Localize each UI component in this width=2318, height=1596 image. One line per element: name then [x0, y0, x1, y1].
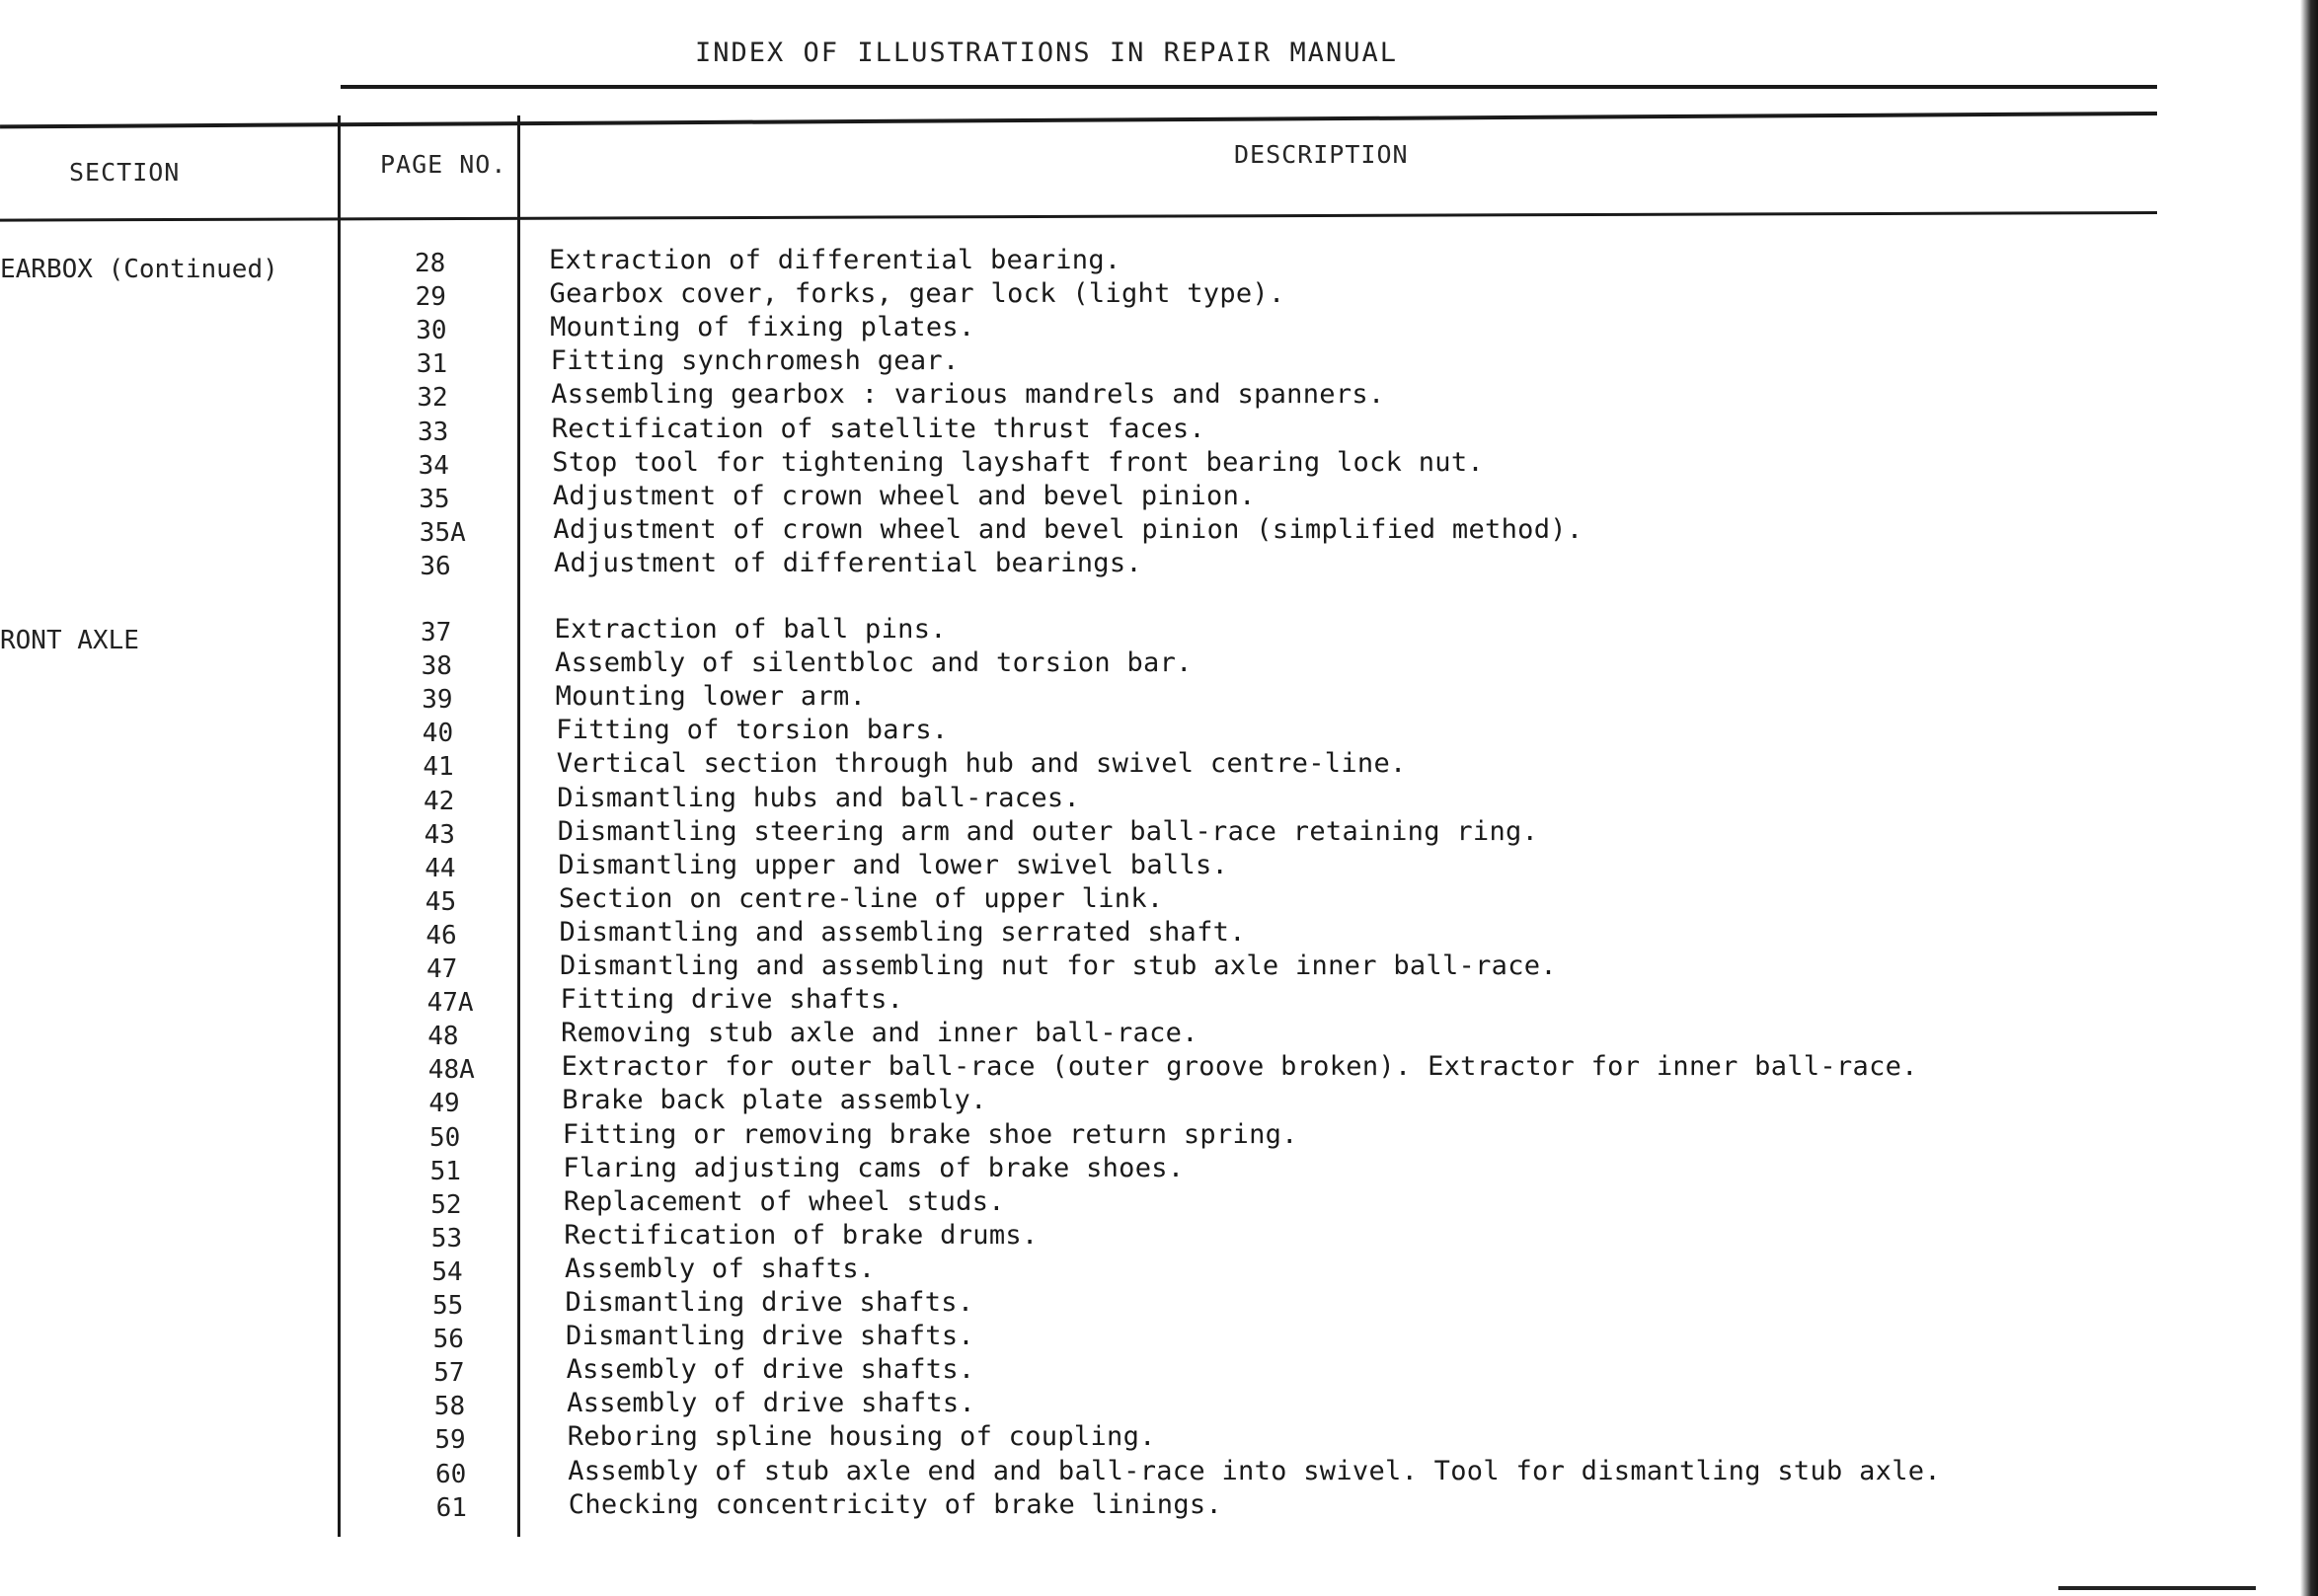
row-page-number: 52: [430, 1189, 462, 1220]
row-description: Brake back plate assembly.: [562, 1085, 987, 1116]
row-description: Dismantling and assembling nut for stub axle inner ball-race.: [560, 950, 1557, 981]
row-description: Rectification of satellite thrust faces.: [551, 413, 1205, 444]
row-page-number: 42: [424, 786, 455, 816]
top-rule-lower: [0, 112, 2157, 128]
row-page-number: 35A: [419, 517, 466, 548]
row-page-number: 38: [421, 651, 452, 682]
row-description: Assembly of drive shafts.: [566, 1354, 975, 1386]
row-description: Replacement of wheel studs.: [563, 1185, 1005, 1217]
row-page-number: 51: [429, 1156, 461, 1186]
row-description: Dismantling hubs and ball-races.: [557, 782, 1081, 813]
row-description: Mounting lower arm.: [555, 681, 867, 713]
row-page-number: 47A: [426, 988, 474, 1019]
row-page-number: 61: [435, 1492, 467, 1523]
row-description: Vertical section through hub and swivel centre-line.: [556, 748, 1407, 780]
row-page-number: 36: [420, 551, 451, 581]
row-description: Rectification of brake drums.: [564, 1219, 1039, 1251]
row-description: Fitting of torsion bars.: [556, 715, 949, 746]
row-page-number: 48A: [427, 1055, 475, 1086]
row-page-number: 37: [421, 618, 452, 647]
row-page-number: 47: [426, 954, 458, 984]
row-description: Checking concentricity of brake linings.: [568, 1488, 1223, 1520]
row-description: Adjustment of crown wheel and bevel pinion.: [552, 480, 1256, 511]
row-page-number: 55: [432, 1291, 464, 1321]
row-description: Reboring spline housing of coupling.: [567, 1421, 1156, 1453]
row-page-number: 54: [431, 1256, 463, 1287]
row-description: Assembly of silentbloc and torsion bar.: [555, 647, 1193, 679]
row-description: Adjustment of differential bearings.: [553, 547, 1142, 578]
row-page-number: 48: [427, 1022, 459, 1052]
row-page-number: 43: [424, 819, 455, 850]
row-page-number: 29: [415, 282, 446, 313]
row-page-number: 39: [422, 685, 453, 716]
section-label-gearbox: EARBOX (Continued): [0, 255, 278, 284]
row-description: Removing stub axle and inner ball-race.: [561, 1018, 1198, 1049]
row-page-number: 57: [433, 1358, 465, 1389]
row-page-number: 50: [429, 1122, 461, 1153]
header-rule: [0, 211, 2157, 222]
row-page-number: 30: [416, 316, 447, 346]
row-page-number: 28: [415, 249, 446, 278]
row-description: Assembly of drive shafts.: [567, 1388, 976, 1419]
header-description: DESCRIPTION: [1234, 140, 1409, 169]
row-description: Fitting synchromesh gear.: [550, 345, 960, 377]
row-description: Extraction of differential bearing.: [549, 245, 1121, 275]
row-description: Section on centre-line of upper link.: [558, 882, 1164, 914]
top-rule-upper: [341, 85, 2157, 89]
row-description: Fitting or removing brake shoe return spring.: [562, 1118, 1298, 1150]
row-description: Extractor for outer ball-race (outer groove broken). Extractor for inner ball-race.: [561, 1051, 1918, 1083]
row-description: Extraction of ball pins.: [554, 614, 947, 645]
row-page-number: 56: [432, 1325, 464, 1355]
row-page-number: 46: [425, 920, 457, 950]
row-page-number: 35: [419, 484, 450, 514]
row-page-number: 33: [418, 417, 449, 447]
row-page-number: 34: [418, 450, 449, 481]
row-page-number: 59: [434, 1425, 466, 1456]
section-label-front-axle: RONT AXLE: [0, 626, 139, 655]
row-description: Dismantling steering arm and outer ball-race retaining ring.: [557, 815, 1539, 847]
row-description: Gearbox cover, forks, gear lock (light type).: [549, 278, 1285, 310]
row-description: Mounting of fixing plates.: [550, 312, 975, 343]
row-description: Fitting drive shafts.: [560, 984, 904, 1016]
row-page-number: 53: [430, 1223, 463, 1254]
row-page-number: 41: [423, 752, 454, 783]
page-edge-shadow: [2300, 0, 2318, 1596]
row-description: Dismantling and assembling serrated shaft.: [559, 916, 1246, 948]
row-page-number: 44: [425, 853, 456, 883]
row-page-number: 40: [422, 719, 454, 749]
row-description: Adjustment of crown wheel and bevel pinion (simplified method).: [553, 513, 1584, 545]
row-description: Flaring adjusting cams of brake shoes.: [563, 1152, 1185, 1183]
row-page-number: 32: [417, 383, 448, 414]
row-description: Assembly of stub axle end and ball-race into swivel. Tool for dismantling stub axle.: [568, 1455, 1941, 1486]
bottom-scan-mark: [2058, 1586, 2256, 1590]
column-divider-section: [338, 115, 341, 1537]
row-description: Assembly of shafts.: [564, 1253, 876, 1284]
row-page-number: 58: [433, 1392, 466, 1422]
row-page-number: 60: [435, 1459, 467, 1489]
row-description: Dismantling drive shafts.: [565, 1287, 974, 1318]
row-description: Dismantling upper and lower swivel balls.: [558, 849, 1229, 880]
header-page-no: PAGE NO.: [380, 150, 507, 179]
row-description: Dismantling drive shafts.: [566, 1321, 974, 1352]
row-page-number: 45: [425, 886, 457, 917]
row-page-number: 31: [416, 349, 448, 380]
document-title: INDEX OF ILLUSTRATIONS IN REPAIR MANUAL: [695, 38, 1398, 68]
row-description: Assembling gearbox : various mandrels and spanners.: [551, 379, 1385, 411]
row-description: Stop tool for tightening layshaft front bearing lock nut.: [552, 446, 1484, 478]
row-page-number: 49: [428, 1089, 460, 1119]
header-section: SECTION: [69, 158, 181, 187]
